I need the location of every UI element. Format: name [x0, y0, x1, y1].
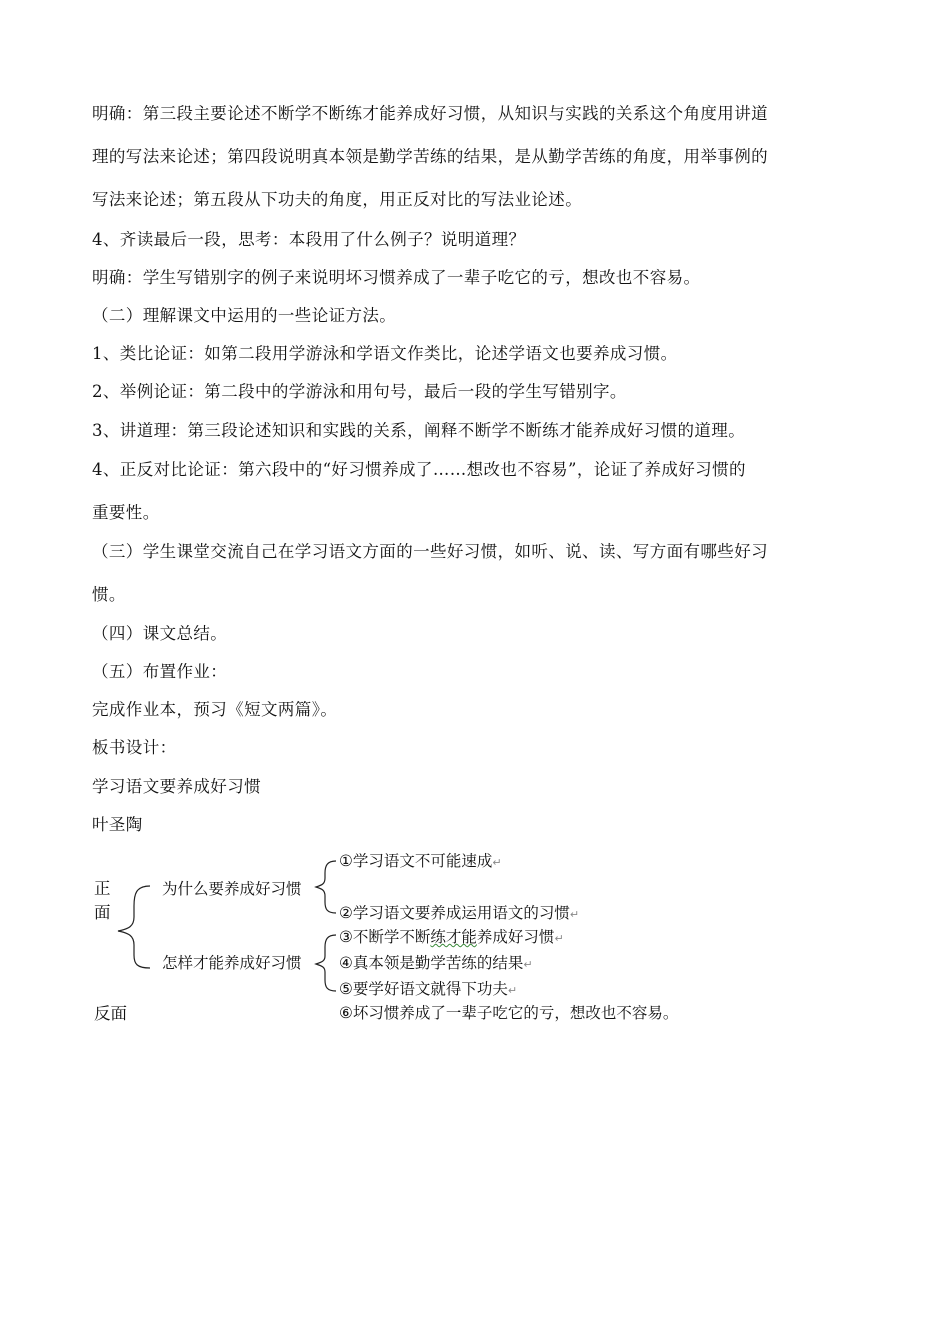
text-line-16: 完成作业本，预习《短文两篇》。	[92, 700, 338, 719]
return-mark-icon: ↵	[507, 984, 518, 997]
spellcheck-underline: 练才能	[430, 928, 477, 946]
diagram-why-branch: 为什么要养成好习惯	[162, 880, 302, 898]
lower-brace	[316, 935, 336, 991]
diagram-how-branch: 怎样才能养成好习惯	[162, 954, 302, 972]
text-line-10: 4、正反对比论证：第六段中的“好习惯养成了……想改也不容易”，论证了养成好习惯的	[92, 460, 746, 479]
diagram-item-5: ⑤要学好语文就得下功夫↵	[339, 980, 518, 998]
return-mark-icon: ↵	[523, 958, 533, 971]
section-heading-2: （二）理解课文中运用的一些论证方法。	[92, 306, 397, 325]
text-line-1: 明确：第三段主要论述不断学不断练才能养成好习惯，从知识与实践的关系这个角度用讲道	[92, 104, 768, 123]
diagram-item-2: ②学习语文要养成运用语文的习惯↵	[339, 904, 580, 922]
diagram-fanmian: 反面	[94, 1004, 127, 1023]
text-line-4: 4、齐读最后一段，思考：本段用了什么例子？说明道理？	[92, 230, 526, 249]
text-line-5: 明确：学生写错别字的例子来说明坏习惯养成了一辈子吃它的亏，想改也不容易。	[92, 268, 701, 287]
blackboard-title: 学习语文要养成好习惯	[92, 777, 261, 796]
return-mark-icon: ↵	[569, 908, 580, 921]
text-line-13: 惯。	[92, 585, 126, 604]
text-line-7: 1、类比论证：如第二段用学游泳和学语文作类比，论述学语文也要养成习惯。	[92, 344, 678, 363]
text-line-8: 2、举例论证：第二段中的学游泳和用句号，最后一段的学生写错别字。	[92, 382, 627, 401]
upper-brace	[316, 861, 336, 913]
diagram-mian: 面	[94, 903, 111, 922]
text-line-2: 理的写法来论述；第四段说明真本领是勤学苦练的结果，是从勤学苦练的角度，用举事例的	[92, 147, 768, 166]
text-line-9: 3、讲道理：第三段论述知识和实践的关系，阐释不断学不断练才能养成好习惯的道理。	[92, 421, 746, 440]
blackboard-author: 叶圣陶	[92, 815, 143, 834]
diagram-zheng: 正	[94, 879, 111, 898]
text-line-11: 重要性。	[92, 503, 160, 522]
text-line-3: 写法来论述；第五段从下功夫的角度，用正反对比的写法业论述。	[92, 190, 583, 209]
diagram-item-6: ⑥坏习惯养成了一辈子吃它的亏，想改也不容易。	[339, 1004, 679, 1022]
diagram-item-4: ④真本领是勤学苦练的结果↵	[339, 954, 533, 972]
diagram-item-3: ③不断学不断练才能养成好习惯↵	[339, 928, 564, 946]
diagram-item-1: ①学习语文不可能速成↵	[339, 852, 502, 870]
section-heading-3: （三）学生课堂交流自己在学习语文方面的一些好习惯，如听、说、读、写方面有哪些好习	[92, 542, 768, 561]
return-mark-icon: ↵	[492, 856, 502, 869]
return-mark-icon: ↵	[554, 932, 564, 945]
main-brace	[118, 886, 150, 968]
section-heading-5: （五）布置作业：	[92, 662, 228, 681]
blackboard-design-label: 板书设计：	[92, 738, 177, 757]
section-heading-4: （四）课文总结。	[92, 624, 228, 643]
